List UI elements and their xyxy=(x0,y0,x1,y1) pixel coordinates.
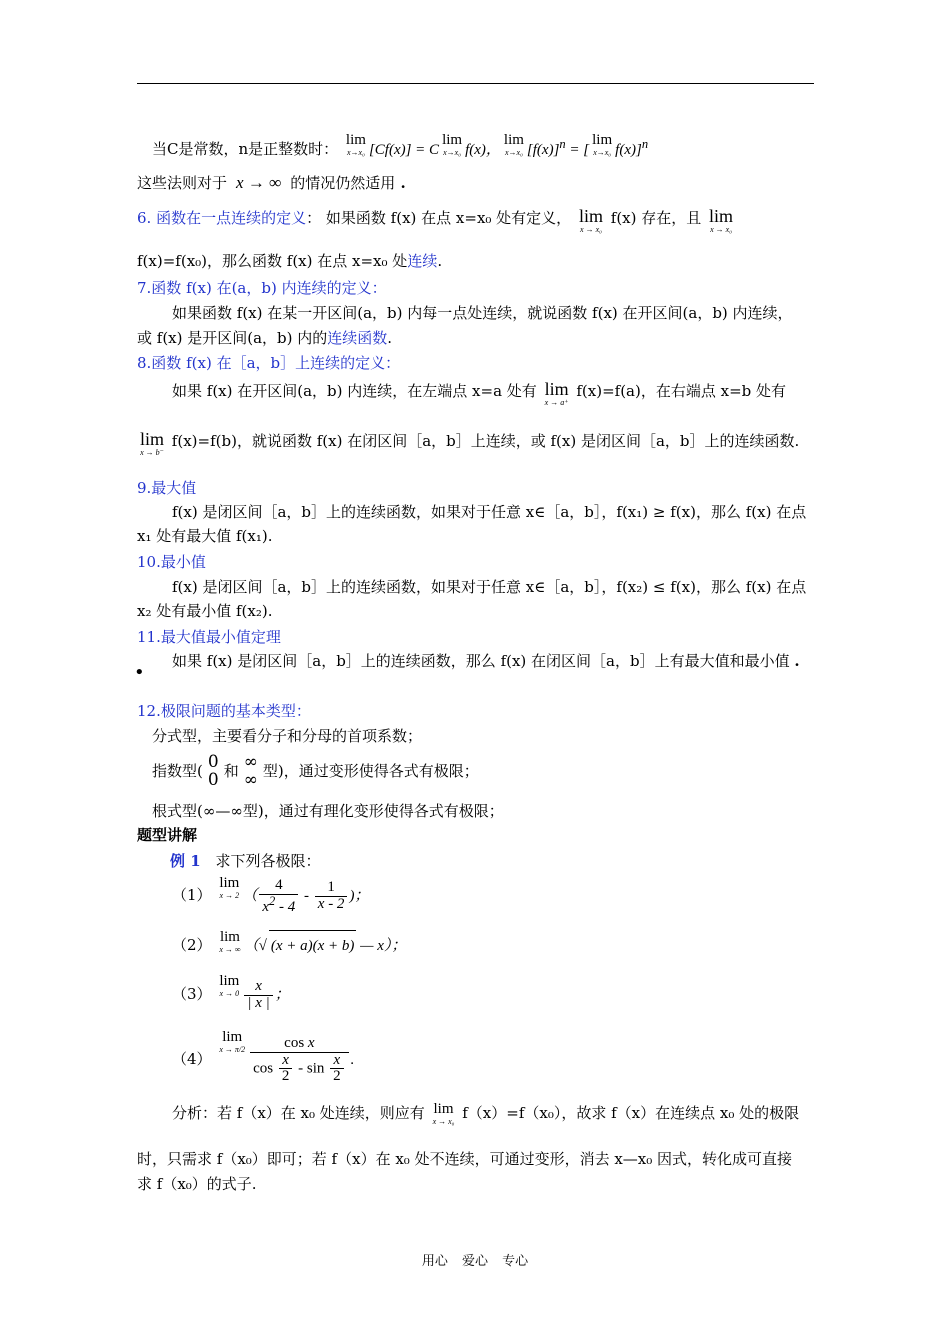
x-to-infinity: x → ∞ xyxy=(231,173,286,192)
section-12-title: 12.极限问题的基本类型： xyxy=(137,702,311,720)
section-7-title: 7.函数 f(x) 在(a，b) 内连续的定义： xyxy=(137,279,387,297)
problem-1-number: （1） xyxy=(172,886,212,904)
section-8-text1a: 如果 f(x) 在开区间(a，b) 内连续，在左端点 x=a 处有 xyxy=(172,382,537,400)
section-6-text3: f(x)=f(x₀)，那么函数 f(x) 在点 x=x₀ 处 xyxy=(137,252,408,270)
section-6-text2: f(x) 存在，且 xyxy=(610,209,702,227)
section-12-type2c: 型)，通过变形使得各式有极限； xyxy=(262,762,479,780)
section-9-title: 9.最大值 xyxy=(137,479,197,497)
limit-symbol: lim x → x₀ xyxy=(578,206,603,234)
problem-3-formula: lim x → 0 $\frac{x}{| x |}$ ； xyxy=(219,973,290,1012)
section-6-title: 6. 函数在一点连续的定义 xyxy=(137,209,307,227)
problem-2-formula: lim x → ∞ （√ (x + a)(x + b) — x）； xyxy=(216,938,406,954)
link-continuous[interactable]: 连续 xyxy=(407,252,438,270)
problem-2 xyxy=(172,930,406,961)
link-continuous-function[interactable]: 连续函数 xyxy=(327,329,388,347)
page-footer: 用心 爱心 专心 xyxy=(421,1254,529,1269)
limit-symbol: lim x → a⁺ xyxy=(544,379,569,407)
section-9-text1: f(x) 是闭区间［a，b］上的连续函数，如果对于任意 x∈［a，b］，f(x₁) ≥ f(x)，那么 f(x) 在点 xyxy=(172,503,807,521)
section-10-line2: x₂ 处有最小值 f(x₂). xyxy=(137,602,273,620)
section-11-title: 11.最大值最小值定理 xyxy=(137,628,281,646)
problem-1-formula: lim x → 2 （ $\frac{4}{x^2 - 4}$ - $\frac{1}{x - 2}$ )； xyxy=(219,875,370,915)
section-11-text: 如果 f(x) 是闭区间［a，b］上的连续函数，那么 f(x) 在闭区间［a，b］上有最大值和最小值 xyxy=(172,652,790,670)
section-6-text1: 如果函数 f(x) 在点 x=x₀ 处有定义， xyxy=(325,209,572,227)
section-10-text1: f(x) 是闭区间［a，b］上的连续函数，如果对于任意 x∈［a，b］，f(x₂) ≤ f(x)，那么 f(x) 在点 xyxy=(172,578,807,596)
bullet-dot: • xyxy=(134,662,145,683)
analysis-d: 求 f（x₀）的式子 xyxy=(137,1175,252,1193)
header-rule xyxy=(137,83,814,84)
problem-2-number: （2） xyxy=(172,936,212,954)
section-12-type3: 根式型(∞—∞型)，通过有理化变形使得各式有极限； xyxy=(152,802,504,820)
section-6-line1: 6. 函数在一点连续的定义： 如果函数 f(x) 在点 x=x₀ 处有定义， lim x → x₀ f(x) 存在，且 lim x → x₀ xyxy=(137,206,734,234)
example-line xyxy=(170,850,320,872)
example-text: 求下列各极限： xyxy=(215,852,321,870)
analysis-a: 分析：若 f（x）在 x₀ 处连续，则应有 xyxy=(172,1104,425,1122)
section-11-line: 如果 f(x) 是闭区间［a，b］上的连续函数，那么 f(x) 在闭区间［a，b］上有最大值和最小值 . xyxy=(172,652,800,670)
analysis-c: 时，只需求 f（x₀）即可；若 f（x）在 x₀ 处不连续，可通过变形，消去 x—x₀ 因式，转化成可直接 xyxy=(137,1150,793,1168)
section-6-line2: f(x)=f(x₀)，那么函数 f(x) 在点 x=x₀ 处连续. xyxy=(137,252,443,270)
limit-symbol: lim x → x₀ xyxy=(432,1101,455,1126)
limit-law-formula: lim x→x₀ [Cf(x)] = C lim x→x₀ f(x)， lim x→x₀ $[f(x)]^n$ = [ lim x→x₀ f(x)]$^n$ xyxy=(345,132,649,158)
section-8-title: 8.函数 f(x) 在［a，b］上连续的定义： xyxy=(137,354,401,372)
limit-symbol: lim x → b⁻ xyxy=(140,429,165,457)
fraction-inf-over-inf: ∞ ∞ xyxy=(243,752,258,790)
laws-note-tail: 的情况仍然适用 xyxy=(290,174,396,192)
problem-3-number: （3） xyxy=(172,985,212,1003)
section-12-type1: 分式型，主要看分子和分母的首项系数； xyxy=(152,727,423,745)
section-7-line2: 或 f(x) 是开区间(a，b) 内的连续函数. xyxy=(137,329,393,347)
section-8-line1 xyxy=(172,380,786,407)
section-7-text2: 或 f(x) 是开区间(a，b) 内的 xyxy=(137,329,328,347)
fraction-0-over-0: 0 0 xyxy=(207,752,219,790)
section-10-text2: x₂ 处有最小值 f(x₂) xyxy=(137,602,268,620)
section-8-line2: lim x → b⁻ f(x)=f(b)，就说函数 f(x) 在闭区间［a，b］上连续，或 f(x) 是闭区间［a，b］上的连续函数. xyxy=(140,429,800,457)
section-12-type2a: 指数型( xyxy=(152,762,203,780)
section-9-text2: x₁ 处有最大值 f(x₁) xyxy=(137,527,268,545)
section-8-text1b: f(x)=f(a)，在右端点 x=b 处有 xyxy=(576,382,787,400)
section-10-title: 10.最小值 xyxy=(137,553,206,571)
laws-note: 这些法则对于 xyxy=(137,174,228,192)
problem-3 xyxy=(172,974,290,1015)
limit-laws-line xyxy=(152,133,648,161)
analysis-line3: 求 f（x₀）的式子. xyxy=(137,1175,257,1193)
analysis-b: f（x）=f（x₀），故求 f（x）在连续点 x₀ 处的极限 xyxy=(462,1104,800,1122)
problem-4 xyxy=(172,1030,354,1089)
problem-4-formula: lim x → π/2 cos x cos $\frac{x}{2}$ - sin $\frac{x}{2}$ . xyxy=(219,1029,355,1085)
example-label: 例 1 xyxy=(170,852,201,870)
laws-note-line: 这些法则对于 x → ∞ 的情况仍然适用 . xyxy=(137,173,406,192)
problem-1 xyxy=(172,876,369,915)
analysis-line1 xyxy=(172,1102,799,1126)
problem-4-number: （4） xyxy=(172,1050,212,1068)
section-heading: 题型讲解 xyxy=(137,826,198,844)
section-7-text1: 如果函数 f(x) 在某一开区间(a，b) 内每一点处连续，就说函数 f(x) 在开区间(a，b) 内连续， xyxy=(172,304,793,322)
section-12-type2b: 和 xyxy=(223,762,239,780)
section-9-line2: x₁ 处有最大值 f(x₁). xyxy=(137,527,273,545)
laws-intro: 当C是常数，n是正整数时： xyxy=(152,140,339,158)
limit-symbol: lim x → x₀ xyxy=(709,206,734,234)
section-12-type2 xyxy=(152,752,479,790)
section-8-text2: f(x)=f(b)，就说函数 f(x) 在闭区间［a，b］上连续，或 f(x) 是闭区间［a，b］上的连续函数 xyxy=(171,432,795,450)
